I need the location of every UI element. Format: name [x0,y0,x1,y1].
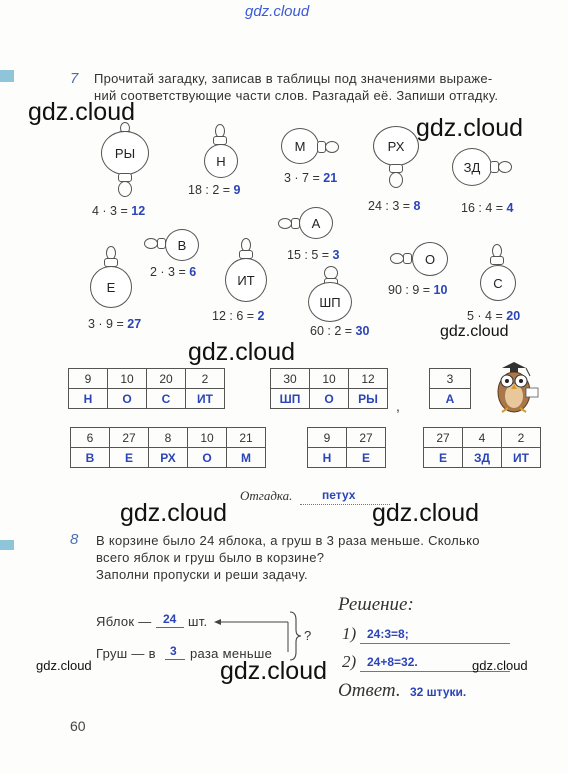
ornament-ry [101,131,149,175]
answer-table-2 [270,368,388,409]
table-cell: О [108,389,147,409]
step-2-number: 2) [342,652,357,671]
ornament-label: ШП [319,294,341,310]
expr-a [287,248,340,262]
table-cell: А [430,389,471,409]
ornament-cap [403,253,412,264]
task-7-line-1: Прочитай загадку, записав в таблицы под значениями выраже- [94,71,493,86]
pears-value: 3 [170,644,177,658]
expr-answer: 12 [131,204,146,218]
table-cell: Е [424,448,463,468]
expr-answer: 20 [506,309,521,323]
table-cell: 10 [310,369,349,389]
expr-text: 24 : 3 = [368,199,411,213]
watermark: gdz.cloud [120,499,228,527]
table-cell: 12 [349,369,388,389]
answer-table-6 [423,427,541,468]
expr-text: 60 : 2 = [310,324,353,338]
expr-ry [92,204,145,218]
table-cell: 27 [347,428,386,448]
answer-table-1 [68,368,225,409]
expr-text: 18 : 2 = [188,183,231,197]
watermark: gdz.cloud [472,658,528,673]
expr-answer: 30 [355,324,370,338]
expr-shp [310,324,369,338]
owl-illustration [488,358,540,416]
table-cell: ЗД [463,448,502,468]
expr-n [188,183,241,197]
ornament-it [225,258,267,302]
table-cell: 4 [463,428,502,448]
expr-answer: 10 [433,283,448,297]
step-2: 24+8=32. [367,655,418,669]
watermark: gdz.cloud [220,657,328,685]
watermark: gdz.cloud [28,98,136,126]
ornament-label: ЗД [463,159,481,175]
ornament-label: РЫ [114,145,136,161]
expr-text: 5 · 4 = [467,309,503,323]
ornament-label: В [177,237,187,253]
expr-text: 90 : 9 = [388,283,431,297]
table-cell: 9 [69,369,108,389]
expr-rh [368,199,421,213]
riddle-answer-label: Отгадка. [240,488,293,503]
task-7-number: 7 [70,70,79,87]
ornament-label: ИТ [237,272,255,288]
answer-value: 32 штуки. [410,685,467,699]
margin-mark [0,540,14,550]
solution-line [360,643,510,644]
expr-text: 2 · 3 = [150,265,186,279]
expr-answer: 9 [233,183,241,197]
expr-s [467,309,520,323]
table-cell: Е [347,448,386,468]
task-8-line-1: В корзине было 24 яблока, а груш в 3 раза меньше. Сколько [96,533,480,548]
table-cell: О [310,389,349,409]
expr-text: 12 : 6 = [212,309,255,323]
watermark-top: gdz.cloud [245,3,310,20]
apples-label: Яблок — [96,614,152,629]
ornament-e [90,266,132,308]
table-cell: ИТ [186,389,225,409]
margin-mark [0,70,14,82]
ornament-loop [498,161,512,173]
expr-answer: 2 [257,309,265,323]
expr-o [388,283,447,297]
expr-text: 3 · 9 = [88,317,124,331]
answer-table-5 [307,427,386,468]
pears-unit: раза меньше [190,646,273,661]
table-cell: РХ [149,448,188,468]
step-1-number: 1) [342,624,357,643]
table-cell: 2 [502,428,541,448]
ornament-label: С [493,275,503,291]
table-cell: 27 [110,428,149,448]
solution-label: Решение: [338,594,414,615]
blank-line [156,627,184,628]
expr-answer: 6 [189,265,197,279]
task-7-line-2: ний соответствующие части слов. Разгадай её. Запиши отгадку. [94,88,499,103]
expr-answer: 4 [506,201,514,215]
pears-label: Груш — в [96,646,156,661]
table-cell: О [188,448,227,468]
ornament-cap [490,256,504,265]
ornament-a [299,207,333,239]
task-8-number: 8 [70,531,79,548]
ornament-n [204,144,238,178]
ornament-label: О [424,251,436,267]
watermark: gdz.cloud [440,323,509,340]
table-cell: 30 [271,369,310,389]
table-cell: РЫ [349,389,388,409]
table-cell: М [227,448,266,468]
table-cell: В [71,448,110,468]
question-mark: ? [304,628,312,643]
ornament-loop [278,218,292,229]
task-8-line-3: Заполни пропуски и реши задачу. [96,567,308,582]
watermark: gdz.cloud [372,499,480,527]
expr-text: 15 : 5 = [287,248,330,262]
expr-m [284,171,337,185]
brace [288,610,302,662]
table-cell: 20 [147,369,186,389]
table-cell: 2 [186,369,225,389]
ornament-label: Н [216,153,226,169]
table-cell: 10 [108,369,147,389]
table-cell: С [147,389,186,409]
watermark: gdz.cloud [416,114,524,142]
answer-table-3 [429,368,471,409]
page-number: 60 [70,718,86,734]
ornament-label: Е [106,279,116,295]
step-1: 24:3=8; [367,627,409,641]
table-cell: 21 [227,428,266,448]
ornament-s [480,265,516,301]
table-cell: 27 [424,428,463,448]
table-cell: 9 [308,428,347,448]
ornament-label: М [294,138,306,154]
blank-line [165,659,185,660]
ornament-rh [373,126,419,166]
ornament-zd [452,148,492,186]
ornament-m [281,128,319,164]
watermark: gdz.cloud [188,338,296,366]
expr-answer: 3 [332,248,340,262]
table-cell: Е [110,448,149,468]
expr-text: 16 : 4 = [461,201,504,215]
ornament-o [412,242,448,276]
table-cell: ИТ [502,448,541,468]
expr-e [88,317,141,331]
ornament-loop [325,141,339,153]
comma: , [396,398,400,414]
answer-label: Ответ. [338,680,401,701]
ornament-label: А [311,215,321,231]
ornament-loop [144,238,158,249]
ornament-loop [389,172,403,188]
expr-v [150,265,196,279]
riddle-answer-value: петух [322,488,356,502]
watermark: gdz.cloud [36,658,92,673]
table-cell: Н [69,389,108,409]
expr-answer: 21 [323,171,338,185]
expr-zd [461,201,514,215]
table-cell: 8 [149,428,188,448]
expr-text: 4 · 3 = [92,204,128,218]
table-cell: 10 [188,428,227,448]
expr-text: 3 · 7 = [284,171,320,185]
task-8-line-2: всего яблок и груш было в корзине? [96,550,325,565]
table-cell: 3 [430,369,471,389]
apples-value: 24 [163,612,177,626]
answer-table-4 [70,427,266,468]
expr-answer: 27 [127,317,142,331]
ornament-loop [390,253,404,264]
table-cell: 6 [71,428,110,448]
ornament-shp [308,282,352,322]
expr-it [212,309,265,323]
table-cell: Н [308,448,347,468]
table-cell: ШП [271,389,310,409]
ornament-v [165,229,199,261]
ornament-label: РХ [387,138,405,154]
ornament-loop [118,181,132,197]
expr-answer: 8 [413,199,421,213]
apples-unit: шт. [188,614,208,629]
